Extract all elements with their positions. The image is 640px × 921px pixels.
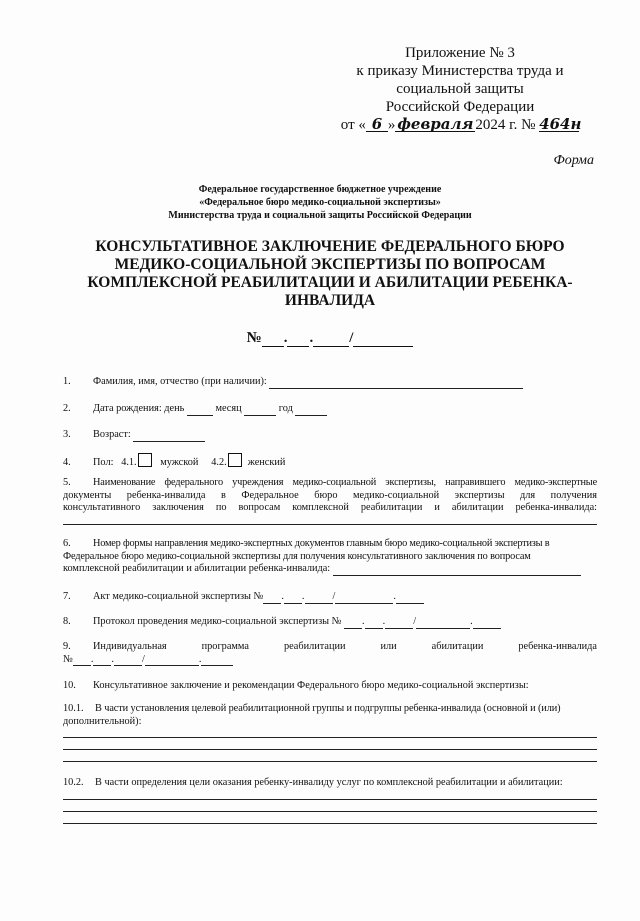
birth-year-field[interactable]: [295, 405, 327, 416]
item-1: [63, 376, 603, 389]
program-field-5[interactable]: [198, 653, 233, 666]
item-label: Пол:: [93, 457, 114, 468]
option-1-number: 4.1.: [121, 457, 137, 468]
item-2: [63, 403, 603, 416]
item-line-3: комплексной реабилитации и абилитации ребенка-инвалида:: [63, 563, 331, 574]
document-number: [0, 330, 640, 347]
item-label: Консультативное заключение и рекомендации Федерального бюро медико-социальной экспертизы:: [93, 680, 529, 691]
item-10-2-answer-line-1[interactable]: [63, 799, 597, 800]
item-6-answer-field[interactable]: [333, 565, 581, 576]
item-line-1: Индивидуальная программа реабилитации или абилитации ребенка-инвалида: [93, 641, 597, 652]
item-label: Протокол проведения медико-социальной экспертизы №: [93, 616, 342, 627]
slash: /: [141, 653, 145, 665]
item-label: В части определения цели оказания ребенку-инвалиду услуг по комплексной реабилитации и абилитации:: [95, 777, 563, 788]
item-10-1-answer-line-3[interactable]: [63, 761, 597, 762]
number-field-1[interactable]: [262, 332, 284, 347]
org-line-3: Министерства труда и социальной защиты Российской Федерации: [168, 210, 472, 221]
title-line-1: КОНСУЛЬТАТИВНОЕ ЗАКЛЮЧЕНИЕ ФЕДЕРАЛЬНОГО БЮРО: [95, 238, 565, 255]
item-label: Фамилия, имя, отчество (при наличии):: [93, 376, 267, 387]
item-10-2-answer-line-2[interactable]: [63, 811, 597, 812]
item-9: [63, 641, 597, 666]
item-6: [63, 538, 597, 576]
appendix-line-1: Приложение № 3: [405, 45, 515, 61]
number-dot-1: .: [283, 330, 288, 346]
birth-month-field[interactable]: [244, 405, 276, 416]
item-7: [63, 591, 603, 604]
program-number-sign: №: [63, 653, 73, 665]
program-field-1[interactable]: [73, 655, 91, 666]
item-3: [63, 429, 603, 442]
item-line-1: Номер формы направления медико-экспертных документов главным бюро медико-социальной экспертизы в: [93, 538, 550, 549]
item-number: 9.: [63, 641, 71, 652]
dot: .: [301, 591, 305, 602]
org-line-1: Федеральное государственное бюджетное учреждение: [198, 184, 442, 195]
slash: /: [413, 616, 417, 627]
item-10-1-answer-line-2[interactable]: [63, 749, 597, 750]
program-field-2[interactable]: [90, 653, 111, 666]
number-field-2[interactable]: [287, 332, 309, 347]
act-field-5[interactable]: [396, 593, 424, 604]
order-number: 464н: [539, 115, 582, 133]
protocol-field-5[interactable]: [473, 618, 501, 629]
age-field[interactable]: [133, 431, 205, 442]
item-number: 7.: [63, 591, 71, 602]
item-8: [63, 616, 603, 629]
protocol-field-3[interactable]: [382, 616, 413, 629]
dot: .: [362, 616, 365, 627]
act-field-3[interactable]: [305, 593, 333, 604]
appendix-line-4: Российской Федерации: [385, 99, 535, 115]
protocol-field-1[interactable]: [344, 618, 362, 629]
protocol-field-4[interactable]: [416, 618, 470, 629]
item-number: 10.: [63, 680, 76, 691]
date-prefix: от «: [340, 117, 366, 133]
item-4: [63, 453, 603, 470]
item-number: 10.1.: [63, 703, 84, 714]
item-number: 6.: [63, 538, 71, 549]
appendix-line-2: к приказу Министерства труда и: [356, 63, 564, 79]
item-line-1: В части установления целевой реабилитационной группы и подгруппы ребенка-инвалида (основной и (или): [95, 703, 561, 714]
appendix-block: [330, 44, 590, 134]
item-number: 1.: [63, 376, 71, 387]
number-slash: /: [349, 330, 354, 346]
item-label: Акт медико-социальной экспертизы №: [93, 591, 264, 602]
item-number: 10.2.: [63, 777, 84, 788]
dot: .: [198, 653, 202, 665]
item-number: 3.: [63, 429, 71, 440]
item-number: 5.: [63, 477, 71, 488]
dot: .: [90, 653, 94, 665]
act-field-2[interactable]: [284, 593, 302, 604]
birth-day-field[interactable]: [187, 405, 213, 416]
option-2-number: 4.2.: [211, 457, 227, 468]
item-label: Возраст:: [93, 429, 131, 440]
title-line-4: ИНВАЛИДА: [284, 292, 376, 309]
item-5-answer-line[interactable]: [63, 524, 597, 525]
item-10-1: [63, 703, 597, 728]
organization-block: [0, 183, 640, 222]
item-10: [63, 680, 603, 693]
date-year: 2024 г. №: [475, 117, 536, 133]
appendix-line-3: социальной защиты: [396, 81, 524, 97]
item-line-1: Наименование федерального учреждения медико-социальной экспертизы, направившего медико-экспертные: [93, 477, 597, 488]
dot: .: [382, 616, 386, 627]
option-2-label: женский: [247, 457, 286, 468]
act-field-4[interactable]: [332, 591, 393, 604]
date-day: 6: [366, 117, 388, 132]
item-line-2: дополнительной):: [63, 715, 142, 727]
document-title: [80, 238, 580, 310]
item-5: [63, 477, 597, 515]
program-field-3[interactable]: [114, 655, 142, 666]
number-dot-2: .: [309, 330, 314, 346]
option-1-label: мужской: [160, 457, 199, 468]
item-10-1-answer-line-1[interactable]: [63, 737, 597, 738]
protocol-field-2[interactable]: [365, 618, 383, 629]
item-label: Дата рождения: день: [93, 403, 185, 414]
year-label: год: [278, 403, 293, 414]
number-field-4[interactable]: [353, 332, 413, 347]
dot: .: [393, 591, 396, 602]
date-month: февраля: [397, 115, 474, 133]
org-line-2: «Федеральное бюро медико-социальной экспертизы»: [199, 197, 441, 208]
dot: .: [111, 653, 114, 665]
program-field-4[interactable]: [145, 655, 199, 666]
appendix-date-line: от « 6 » февраля 2024 г. № 464н: [340, 115, 582, 133]
form-label: Форма: [553, 153, 594, 168]
act-field-1[interactable]: [263, 593, 281, 604]
dot: .: [281, 591, 284, 602]
number-sign: №: [246, 330, 262, 346]
item-number: 8.: [63, 616, 71, 627]
item-line-3: консультативного заключения по вопросам комплексной реабилитации и абилитации ребенка-инвалида:: [63, 502, 597, 513]
title-line-2: МЕДИКО-СОЦИАЛЬНОЙ ЭКСПЕРТИЗЫ ПО ВОПРОСАМ: [114, 256, 546, 273]
item-10-2-answer-line-3[interactable]: [63, 823, 597, 824]
full-name-field[interactable]: [269, 378, 523, 389]
item-line-2: документы ребенка-инвалида в Федеральное бюро медико-социальной экспертизы для получения: [63, 489, 597, 501]
number-field-3[interactable]: [313, 332, 349, 347]
item-line-2: Федеральное бюро медико-социальной экспертизы для получения консультативного заключения по вопросам: [63, 550, 531, 562]
title-line-3: КОМПЛЕКСНОЙ РЕАБИЛИТАЦИИ И АБИЛИТАЦИИ РЕБЕНКА-: [87, 274, 573, 291]
month-label: месяц: [215, 403, 242, 414]
male-checkbox[interactable]: [138, 453, 152, 467]
female-checkbox[interactable]: [228, 453, 242, 467]
item-10-2: [63, 777, 603, 790]
dot: .: [470, 616, 473, 627]
item-number: 2.: [63, 403, 71, 414]
slash: /: [332, 591, 336, 602]
item-number: 4.: [63, 457, 71, 468]
